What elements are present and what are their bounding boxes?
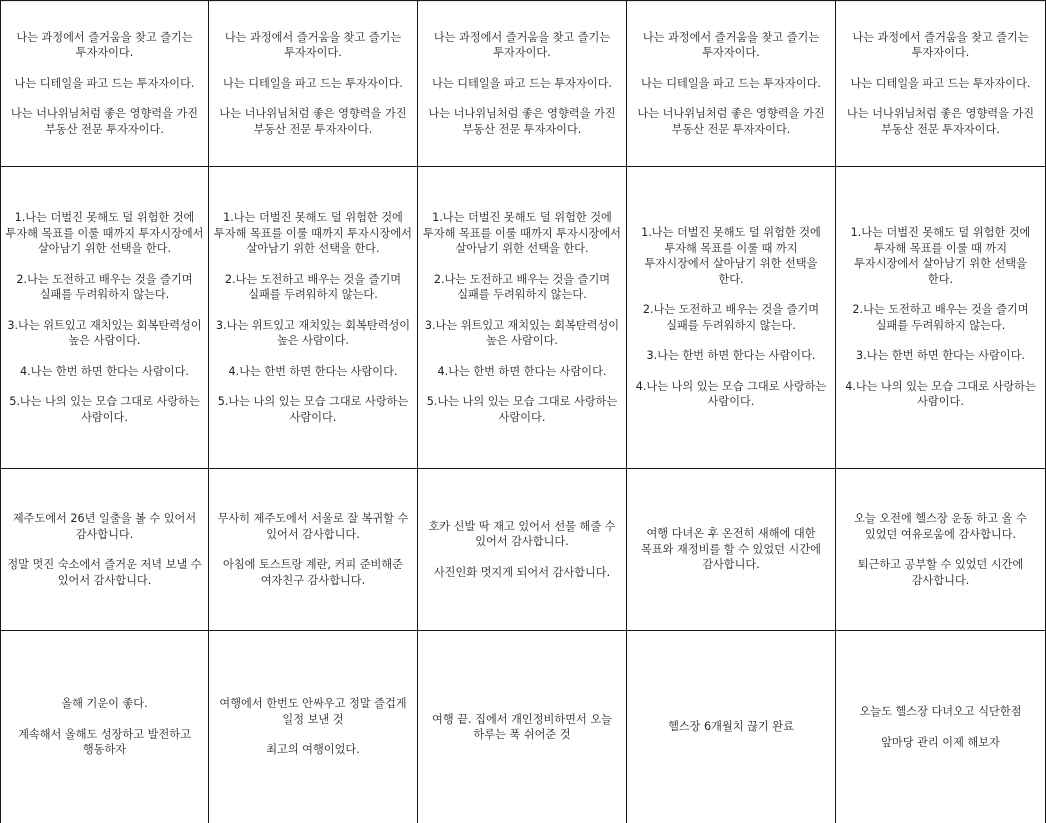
cell-paragraph: 사진인화 멋지게 되어서 감사합니다. xyxy=(433,565,611,579)
cell-paragraph: 4.나는 나의 있는 모습 그대로 사랑하는 사람이다. xyxy=(845,379,1036,409)
cell-paragraph: 아침에 토스트랑 계란, 커피 준비해준 여자친구 감사합니다. xyxy=(223,558,403,587)
reflection-row-cell-1[interactable] xyxy=(0,631,209,823)
cell-paragraph: 헬스장 6개월치 끊기 완료 xyxy=(668,720,794,734)
cell-paragraph: 2.나는 도전하고 배우는 것을 즐기며 실패를 두려워하지 않는다. xyxy=(642,303,820,332)
cell-paragraph: 계속해서 올해도 성장하고 발전하고 행동하자 xyxy=(18,727,191,757)
cell-paragraph: 나는 디테일을 파고 드는 투자자이다. xyxy=(850,76,1031,90)
principles-row-cell-3[interactable] xyxy=(418,167,627,469)
cell-paragraph: 4.나는 나의 있는 모습 그대로 사랑하는 사람이다. xyxy=(635,379,827,409)
cell-paragraph: 1.나는 더벌진 못해도 덜 위험한 것에 투자해 목표를 이룰 때까지 투자시장에서 살아남기 위한 선택을 한다. xyxy=(214,211,412,255)
cell-paragraph: 나는 너나위님처럼 좋은 영향력을 가진 부동산 전문 투자자이다. xyxy=(428,107,616,136)
reflection-row-cell-3[interactable] xyxy=(418,631,627,823)
affirmation-row-cell-2[interactable] xyxy=(209,0,418,167)
cell-paragraph: 나는 너나위님처럼 좋은 영향력을 가진 부동산 전문 투자자이다. xyxy=(219,107,407,136)
affirmation-row-cell-5[interactable] xyxy=(836,0,1046,167)
cell-paragraph: 나는 과정에서 즐거움을 찾고 즐기는 투자자이다. xyxy=(224,30,402,60)
cell-paragraph: 여행에서 한번도 안싸우고 정말 즐겁게 일정 보낸 것 xyxy=(219,697,407,726)
cell-paragraph: 나는 디테일을 파고 드는 투자자이다. xyxy=(223,76,403,90)
cell-paragraph: 5.나는 나의 있는 모습 그대로 사랑하는 사람이다. xyxy=(9,395,200,424)
cell-paragraph: 5.나는 나의 있는 모습 그대로 사랑하는 사람이다. xyxy=(426,395,618,424)
cell-paragraph: 3.나는 위트있고 재치있는 회복탄력성이 높은 사람이다. xyxy=(424,318,620,347)
cell-paragraph: 3.나는 위트있고 재치있는 회복탄력성이 높은 사람이다. xyxy=(215,318,411,347)
affirmation-row-cell-4[interactable] xyxy=(627,0,836,167)
principles-row-cell-5[interactable] xyxy=(836,167,1046,469)
cell-paragraph: 오늘도 헬스장 다녀오고 식단한점 xyxy=(859,705,1022,718)
cell-paragraph: 올해 기운이 좋다. xyxy=(61,697,148,711)
cell-paragraph: 2.나는 도전하고 배우는 것을 즐기며 실패를 두려워하지 않는다. xyxy=(852,303,1029,332)
gratitude-row-cell-3[interactable] xyxy=(418,469,627,631)
cell-paragraph: 퇴근하고 공부할 수 있었던 시간에 감사합니다. xyxy=(857,558,1024,587)
cell-paragraph: 3.나는 한번 하면 한다는 사람이다. xyxy=(646,349,816,363)
cell-paragraph: 1.나는 더벌진 못해도 덜 위험한 것에 투자해 목표를 이룰 때 까지 투자시장에서 살아남기 위한 선택을 한다. xyxy=(850,226,1031,286)
gratitude-row-cell-1[interactable] xyxy=(0,469,209,631)
cell-paragraph: 나는 너나위님처럼 좋은 영향력을 가진 부동산 전문 투자자이다. xyxy=(637,107,825,136)
cell-paragraph: 2.나는 도전하고 배우는 것을 즐기며 실패를 두려워하지 않는다. xyxy=(224,272,402,301)
cell-paragraph: 3.나는 한번 하면 한다는 사람이다. xyxy=(856,349,1025,363)
principles-row-cell-2[interactable] xyxy=(209,167,418,469)
cell-paragraph: 나는 너나위님처럼 좋은 영향력을 가진 부동산 전문 투자자이다. xyxy=(10,107,199,136)
cell-paragraph: 나는 디테일을 파고 드는 투자자이다. xyxy=(14,76,195,90)
gratitude-row-cell-2[interactable] xyxy=(209,469,418,631)
principles-row-cell-4[interactable] xyxy=(627,167,836,469)
cell-paragraph: 1.나는 더벌진 못해도 덜 위험한 것에 투자해 목표를 이룰 때까지 투자시장에서 살아남기 위한 선택을 한다. xyxy=(5,211,204,255)
cell-paragraph: 3.나는 위트있고 재치있는 회복탄력성이 높은 사람이다. xyxy=(7,318,202,347)
cell-paragraph: 2.나는 도전하고 배우는 것을 즐기며 실패를 두려워하지 않는다. xyxy=(16,272,193,301)
cell-paragraph: 나는 너나위님처럼 좋은 영향력을 가진 부동산 전문 투자자이다. xyxy=(846,107,1035,136)
cell-paragraph: 오늘 오전에 헬스장 운동 하고 올 수 있었던 여유로움에 감사합니다. xyxy=(854,512,1027,541)
cell-paragraph: 나는 과정에서 즐거움을 찾고 즐기는 투자자이다. xyxy=(852,30,1029,60)
cell-paragraph: 무사히 제주도에서 서울로 잘 복귀할 수 있어서 감사합니다. xyxy=(217,512,409,541)
cell-paragraph: 나는 디테일을 파고 드는 투자자이다. xyxy=(641,76,821,90)
cell-paragraph: 4.나는 한번 하면 한다는 사람이다. xyxy=(20,364,189,378)
cell-paragraph: 나는 과정에서 즐거움을 찾고 즐기는 투자자이다. xyxy=(433,30,611,60)
gratitude-row-cell-4[interactable] xyxy=(627,469,836,631)
reflection-row-cell-5[interactable] xyxy=(836,631,1046,823)
cell-paragraph: 나는 과정에서 즐거움을 찾고 즐기는 투자자이다. xyxy=(16,30,193,60)
cell-paragraph: 여행 다녀온 후 온전히 새해에 대한 목표와 재정비를 할 수 있었던 시간에 감사합니다. xyxy=(641,527,821,572)
cell-paragraph: 제주도에서 26년 일출을 볼 수 있어서 감사합니다. xyxy=(12,512,197,541)
reflection-row-cell-2[interactable] xyxy=(209,631,418,823)
cell-paragraph: 4.나는 한번 하면 한다는 사람이다. xyxy=(437,364,607,378)
cell-paragraph: 앞마당 관리 이제 해보자 xyxy=(881,735,1000,749)
cell-paragraph: 1.나는 더벌진 못해도 덜 위험한 것에 투자해 목표를 이룰 때 까지 투자시장에서 살아남기 위한 선택을 한다. xyxy=(641,226,821,286)
cell-paragraph: 최고의 여행이었다. xyxy=(266,743,360,757)
cell-paragraph: 나는 과정에서 즐거움을 찾고 즐기는 투자자이다. xyxy=(642,30,820,60)
cell-paragraph: 여행 끝. 집에서 개인정비하면서 오늘 하루는 푹 쉬어준 것 xyxy=(432,712,612,741)
cell-paragraph: 4.나는 한번 하면 한다는 사람이다. xyxy=(228,364,398,378)
principles-row-cell-1[interactable] xyxy=(0,167,209,469)
gratitude-row-cell-5[interactable] xyxy=(836,469,1046,631)
cell-paragraph: 1.나는 더벌진 못해도 덜 위험한 것에 투자해 목표를 이룰 때까지 투자시장에서 살아남기 위한 선택을 한다. xyxy=(423,211,621,255)
affirmation-row-cell-3[interactable] xyxy=(418,0,627,167)
affirmation-row-cell-1[interactable] xyxy=(0,0,209,167)
cell-paragraph: 호카 신발 딱 재고 있어서 선물 해줄 수 있어서 감사합니다. xyxy=(428,519,616,549)
cell-paragraph: 나는 디테일을 파고 드는 투자자이다. xyxy=(432,76,612,90)
reflection-row-cell-4[interactable] xyxy=(627,631,836,823)
cell-paragraph: 2.나는 도전하고 배우는 것을 즐기며 실패를 두려워하지 않는다. xyxy=(433,272,611,301)
cell-paragraph: 5.나는 나의 있는 모습 그대로 사랑하는 사람이다. xyxy=(217,395,409,424)
cell-paragraph: 정말 멋진 숙소에서 즐거운 저녁 보낼 수 있어서 감사합니다. xyxy=(7,558,202,587)
